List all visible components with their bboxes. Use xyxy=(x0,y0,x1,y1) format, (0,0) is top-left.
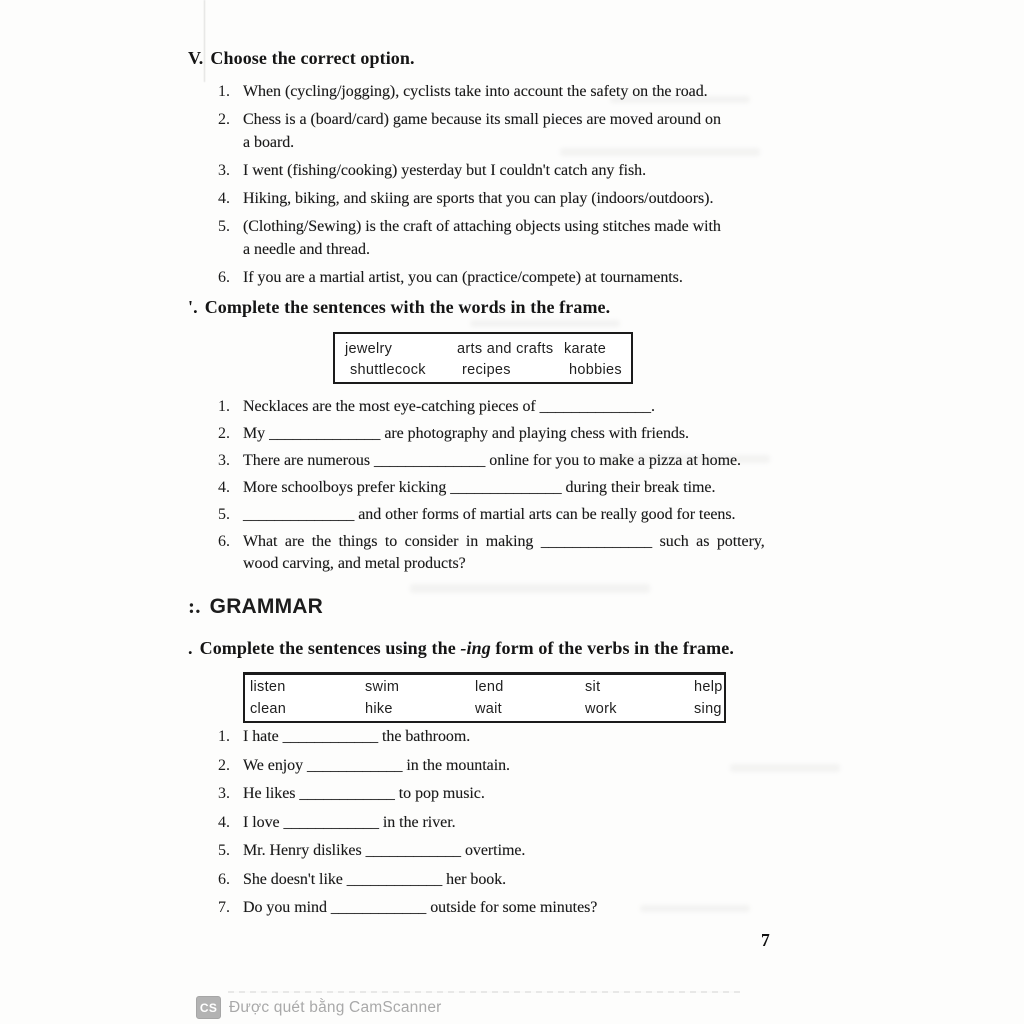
exercise-item xyxy=(218,896,783,920)
exercise-item xyxy=(218,782,783,806)
frame-word: jewelry xyxy=(345,341,393,357)
frame-word: clean xyxy=(250,700,287,717)
exercise-item xyxy=(218,423,783,445)
item-number: 6. xyxy=(218,269,230,286)
item-number: 2. xyxy=(218,425,230,442)
frame-word: listen xyxy=(250,679,286,695)
item-text: She doesn't like ____________ her book. xyxy=(243,870,507,888)
camscanner-badge-icon: CS xyxy=(196,996,221,1019)
grammar-title: GRAMMAR xyxy=(209,595,324,618)
item-text: What are the things to consider in making ______________ such as pottery, wood carving, and metal products? xyxy=(243,533,765,572)
exercise-item xyxy=(218,266,783,289)
item-number: 3. xyxy=(218,452,230,469)
frame-word: karate xyxy=(564,341,607,357)
item-text: There are numerous ______________ online for you to make a pizza at home. xyxy=(243,452,741,469)
frame-word: help xyxy=(694,679,723,695)
item-text: Do you mind ____________ outside for some minutes? xyxy=(243,899,598,916)
item-number: 7. xyxy=(218,899,230,916)
item-number: 2. xyxy=(218,756,230,774)
item-number: 5. xyxy=(218,842,230,859)
item-number: 5. xyxy=(218,506,230,523)
scan-artifact xyxy=(228,991,740,993)
exercise-item xyxy=(218,868,783,892)
item-text: My ______________ are photography and playing chess with friends. xyxy=(243,425,690,442)
item-text: Mr. Henry dislikes ____________ overtime. xyxy=(243,842,526,859)
page-edge-artifact xyxy=(204,0,205,82)
exercise-item xyxy=(218,839,783,863)
word-frame-row xyxy=(345,339,631,360)
grammar-exercise-title-before: Complete the sentences using the xyxy=(199,638,461,658)
frame-word: hobbies xyxy=(569,362,622,378)
item-number: 2. xyxy=(218,111,230,128)
page-number: 7 xyxy=(761,930,770,950)
item-text: (Clothing/Sewing) is the craft of attaching objects using stitches made with a needle and thread. xyxy=(243,218,721,258)
frame-word: swim xyxy=(365,679,400,695)
item-number: 1. xyxy=(218,83,230,100)
item-text: ______________ and other forms of martial arts can be really good for teens. xyxy=(243,506,736,523)
word-frame-row xyxy=(345,360,631,381)
item-text: He likes ____________ to pop music. xyxy=(243,785,485,802)
grammar-items xyxy=(218,725,783,925)
item-text: More schoolboys prefer kicking ______________ during their break time. xyxy=(243,479,716,496)
item-text: I hate ____________ the bathroom. xyxy=(243,728,471,745)
item-text: I went (fishing/cooking) yesterday but I couldn't catch any fish. xyxy=(243,162,647,179)
word-frame-row xyxy=(250,677,724,699)
item-number: 4. xyxy=(218,479,230,496)
exercise-item xyxy=(218,504,783,526)
word-frame-row xyxy=(250,699,724,721)
item-number: 6. xyxy=(218,533,230,550)
section-v-title: Complete the sentences with the words in the frame. xyxy=(204,297,611,317)
section-iv-prefix: V. xyxy=(188,48,204,68)
exercise-item xyxy=(218,187,783,210)
item-text: We enjoy ____________ in the mountain. xyxy=(243,756,510,774)
exercise-item xyxy=(218,531,783,575)
exercise-item xyxy=(218,811,783,835)
exercise-item xyxy=(218,754,783,778)
grammar-prefix: :. xyxy=(188,594,201,618)
camscanner-watermark xyxy=(196,996,442,1019)
section-iv-title: Choose the correct option. xyxy=(210,48,415,68)
scan-artifact xyxy=(470,320,620,327)
exercise-item xyxy=(218,450,783,472)
scan-artifact xyxy=(410,584,650,593)
section-v-items xyxy=(218,396,783,580)
grammar-heading xyxy=(188,594,323,619)
frame-word: wait xyxy=(475,700,502,717)
item-number: 3. xyxy=(218,785,230,802)
exercise-item xyxy=(218,215,783,261)
item-number: 3. xyxy=(218,162,230,179)
frame-word: work xyxy=(585,700,617,717)
item-text: Hiking, biking, and skiing are sports that you can play (indoors/outdoors). xyxy=(243,190,714,207)
item-number: 1. xyxy=(218,728,230,745)
item-text: I love ____________ in the river. xyxy=(243,813,456,831)
item-number: 4. xyxy=(218,813,230,831)
frame-word: hike xyxy=(365,700,393,717)
grammar-exercise-title-ing: -ing xyxy=(460,638,491,658)
item-number: 6. xyxy=(218,870,230,888)
item-number: 4. xyxy=(218,190,230,207)
frame-word: shuttlecock xyxy=(350,362,426,378)
section-iv-heading xyxy=(188,48,415,69)
exercise-item xyxy=(218,80,783,103)
item-number: 5. xyxy=(218,218,230,235)
section-iv-items xyxy=(218,80,783,294)
frame-word: arts and crafts xyxy=(457,341,554,357)
frame-word: sing xyxy=(694,700,722,717)
item-text: If you are a martial artist, you can (practice/compete) at tournaments. xyxy=(243,269,683,286)
grammar-exercise-title-after: form of the verbs in the frame. xyxy=(490,638,734,658)
item-text: Necklaces are the most eye-catching pieces of ______________. xyxy=(243,398,655,415)
item-text: When (cycling/jogging), cyclists take into account the safety on the road. xyxy=(243,83,708,100)
exercise-item xyxy=(218,477,783,499)
word-frame-2 xyxy=(243,672,726,723)
frame-word: lend xyxy=(475,679,504,695)
camscanner-watermark-text: Được quét bằng CamScanner xyxy=(229,998,442,1016)
exercise-item xyxy=(218,396,783,418)
section-v-prefix: '. xyxy=(188,297,198,317)
section-v-heading xyxy=(188,297,610,318)
frame-word: recipes xyxy=(462,362,511,378)
frame-word: sit xyxy=(585,679,601,695)
word-frame-1 xyxy=(333,332,633,384)
grammar-exercise-heading xyxy=(188,638,734,659)
item-number: 1. xyxy=(218,398,230,415)
exercise-item xyxy=(218,159,783,182)
exercise-item xyxy=(218,725,783,749)
exercise-item xyxy=(218,108,783,154)
grammar-exercise-prefix: . xyxy=(188,638,193,658)
item-text: Chess is a (board/card) game because its small pieces are moved around on a board. xyxy=(243,111,721,151)
